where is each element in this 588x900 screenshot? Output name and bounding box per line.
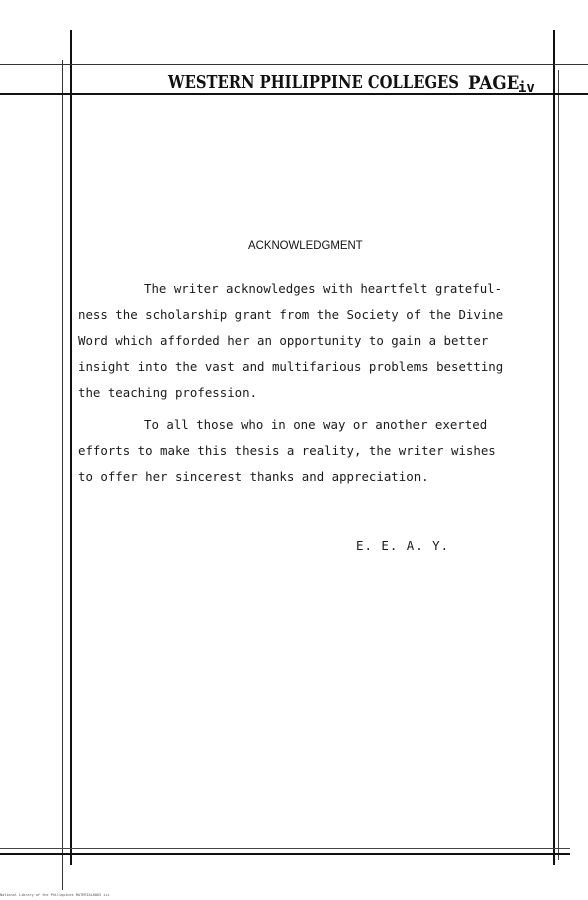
archive-footer-note: National Library of the Philippines MATERIAL0003 iii bbox=[0, 893, 110, 897]
footer-rule-thick bbox=[0, 853, 570, 855]
paragraph-line: the teaching profession. bbox=[78, 385, 258, 400]
paragraph-line: to offer her sincerest thanks and appreciation. bbox=[78, 469, 429, 484]
paragraph-line: The writer acknowledges with heartfelt grateful- bbox=[144, 281, 503, 296]
page-label: PAGE bbox=[468, 72, 520, 94]
paragraph-2 bbox=[78, 412, 548, 490]
footer-rule-thin bbox=[0, 848, 570, 849]
college-name: WESTERN PHILIPPINE COLLEGES bbox=[168, 72, 459, 93]
right-inner-rule bbox=[558, 70, 559, 860]
signature-initials: E. E. A. Y. bbox=[356, 538, 450, 553]
page-header bbox=[168, 72, 548, 94]
page-number: iv bbox=[518, 80, 535, 96]
paragraph-1 bbox=[78, 276, 548, 406]
paragraph-line: insight into the vast and multifarious problems besetting bbox=[78, 359, 504, 374]
paragraph-line: Word which afforded her an opportunity to gain a better bbox=[78, 333, 489, 348]
header-rule-thin bbox=[0, 64, 588, 65]
right-margin-rule bbox=[553, 30, 555, 865]
left-margin-rule bbox=[70, 30, 72, 865]
paragraph-line: To all those who in one way or another exerted bbox=[144, 417, 488, 432]
paragraph-line: efforts to make this thesis a reality, the writer wishes bbox=[78, 443, 496, 458]
section-title: ACKNOWLEDGMENT bbox=[248, 238, 363, 252]
paragraph-line: ness the scholarship grant from the Society of the Divine bbox=[78, 307, 504, 322]
left-inner-rule bbox=[62, 60, 63, 890]
